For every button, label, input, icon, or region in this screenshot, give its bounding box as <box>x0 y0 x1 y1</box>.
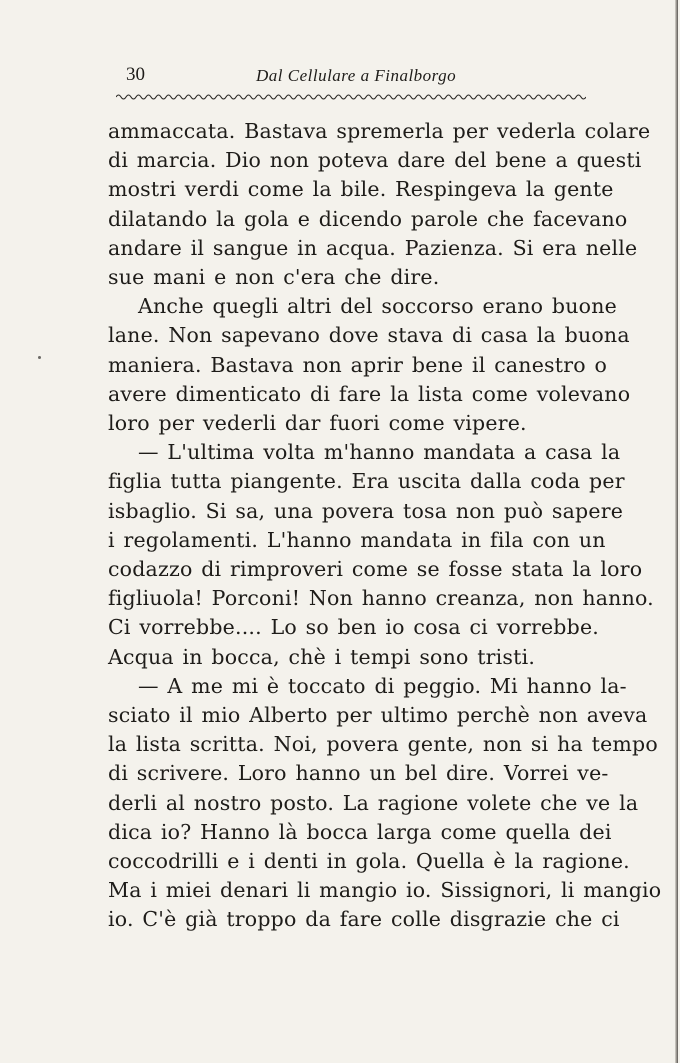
running-title: Dal Cellulare a Finalborgo <box>256 66 457 85</box>
text-line: figlia tutta piangente. Era uscita dalla coda per <box>108 469 625 494</box>
text-line: dica io? Hanno là bocca larga come quella dei <box>108 819 612 844</box>
text-line: lane. Non sapevano dove stava di casa la buona <box>108 323 630 348</box>
text-line: di scrivere. Loro hanno un bel dire. Vorrei ve- <box>108 761 609 786</box>
text-line: codazzo di rimproveri come se fosse stata la loro <box>108 557 643 582</box>
text-line: sciato il mio Alberto per ultimo perchè non aveva <box>108 703 648 728</box>
page-edge <box>675 0 678 1063</box>
text-line: loro per vederli dar fuori come vipere. <box>108 411 527 436</box>
text-line: sue mani e non c'era che dire. <box>108 265 440 290</box>
text-line: — L'ultima volta m'hanno mandata a casa la <box>138 440 621 465</box>
page-header <box>126 62 580 92</box>
text-line: — A me mi è toccato di peggio. Mi hanno la- <box>138 673 627 698</box>
ornamental-rule <box>116 92 586 102</box>
body-text <box>108 117 662 935</box>
text-line: i regolamenti. L'hanno mandata in fila con un <box>108 527 606 552</box>
text-line: Ma i miei denari li mangio io. Sissignori, li mangio <box>108 878 662 903</box>
text-line: mostri verdi come la bile. Respingeva la gente <box>108 177 614 202</box>
text-line: Acqua in bocca, chè i tempi sono tristi. <box>108 644 536 669</box>
text-line: avere dimenticato di fare la lista come volevano <box>108 381 631 406</box>
paragraph <box>108 672 662 935</box>
text-line: io. C'è già troppo da fare colle disgrazie che ci <box>108 907 620 932</box>
paper-speck <box>38 356 41 359</box>
text-line: maniera. Bastava non aprir bene il canestro o <box>108 352 608 377</box>
paragraph <box>108 117 651 292</box>
paragraph <box>108 292 631 438</box>
text-line: ammaccata. Bastava spremerla per vederla colare <box>108 119 651 143</box>
text-line: la lista scritta. Noi, povera gente, non si ha tempo <box>108 732 658 757</box>
text-line: di marcia. Dio non poteva dare del bene a questi <box>108 148 642 173</box>
text-line: figliuola! Porconi! Non hanno creanza, non hanno. <box>108 586 654 611</box>
text-line: Anche quegli altri del soccorso erano buone <box>138 294 617 319</box>
text-line: coccodrilli e i denti in gola. Quella è la ragione. <box>108 849 630 874</box>
text-line: dilatando la gola e dicendo parole che facevano <box>108 206 628 231</box>
text-line: Ci vorrebbe.... Lo so ben io cosa ci vorrebbe. <box>108 615 599 640</box>
paragraph <box>108 438 654 672</box>
text-line: isbaglio. Si sa, una povera tosa non può sapere <box>108 498 624 523</box>
text-line: derli al nostro posto. La ragione volete che ve la <box>108 790 639 815</box>
text-line: andare il sangue in acqua. Pazienza. Si era nelle <box>108 235 638 260</box>
page-number: 30 <box>126 64 145 85</box>
